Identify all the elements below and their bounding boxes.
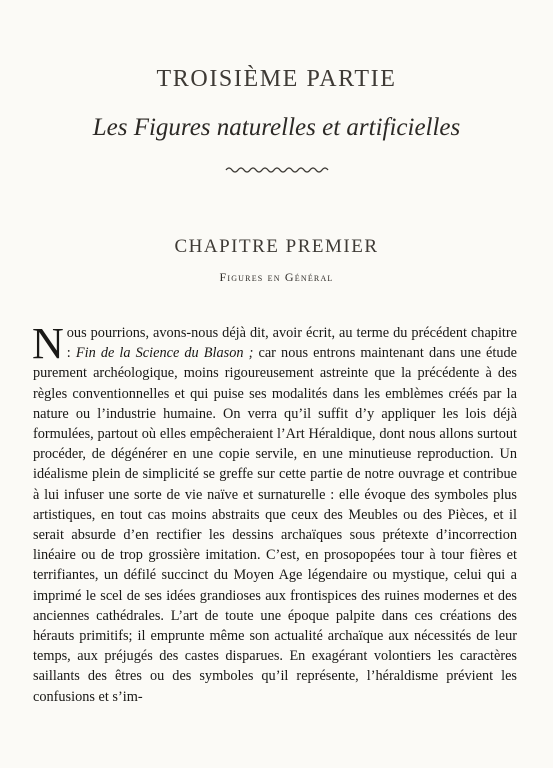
chapter-title: CHAPITRE PREMIER [174, 236, 379, 257]
drop-cap: N [32, 319, 64, 368]
wavy-ornament-divider [224, 165, 330, 175]
part-title: TROISIÈME PARTIE [156, 66, 397, 92]
body-paragraph [32, 319, 517, 707]
body-text [32, 319, 517, 707]
body-text-lead: ous pourrions, avons-nous déjà dit, avoir écrit, au terme du précédent chapitre : [66, 325, 517, 362]
cited-chapter-title: Fin de la Science du Blason ; [75, 345, 254, 362]
part-subtitle: Les Figures naturelles et artificielles [92, 114, 461, 141]
chapter-subtitle: Figures en Général [219, 270, 334, 284]
body-text-rest: car nous entrons maintenant dans une étude purement archéologique, moins rigoureusement astreinte que la précédente à des règles conventionnelles et qui puise ses modalités dans les emblèmes créés par la nature ou l’industrie humaine. On verra qu’il suffit d’y appliquer les lois déjà formulées, partout où elles empêcheraient l’Art Héraldique, dont nous allons surtout procéder, de dégénérer en une copie servile, en une minutieuse reproduction. Un idéalisme plein de simplicité se greffe sur cette partie de notre ouvrage et contribue à lui infuser une sorte de vie naïve et surnaturelle : elle évoque des symboles plus artistiques, en tout cas moins abstraits que ceux des Meubles ou des Pièces, et il serait absurde d’en rectifier les dessins archaïques sous prétexte d’incorrection linéaire ou de trop grossière imitation. C’est, en prosopopées tour à tour fières et terrifiantes, un défilé succinct du Moyen Age légendaire ou mystique, celui qui a imprimé le scel de ses idées grandioses aux frontispices des ruines modernes et des anciennes cathédrales. L’art de toute une époque palpite dans ces créations des hérauts primitifs; il emprunte même son actualité archaïque aux nécessités de leur temps, aux préjugés des castes disparues. En exagérant volontiers les caractères saillants des êtres ou des symboles qu’il représente, l’héraldisme prévient les confusions et s’im- [33, 345, 517, 705]
